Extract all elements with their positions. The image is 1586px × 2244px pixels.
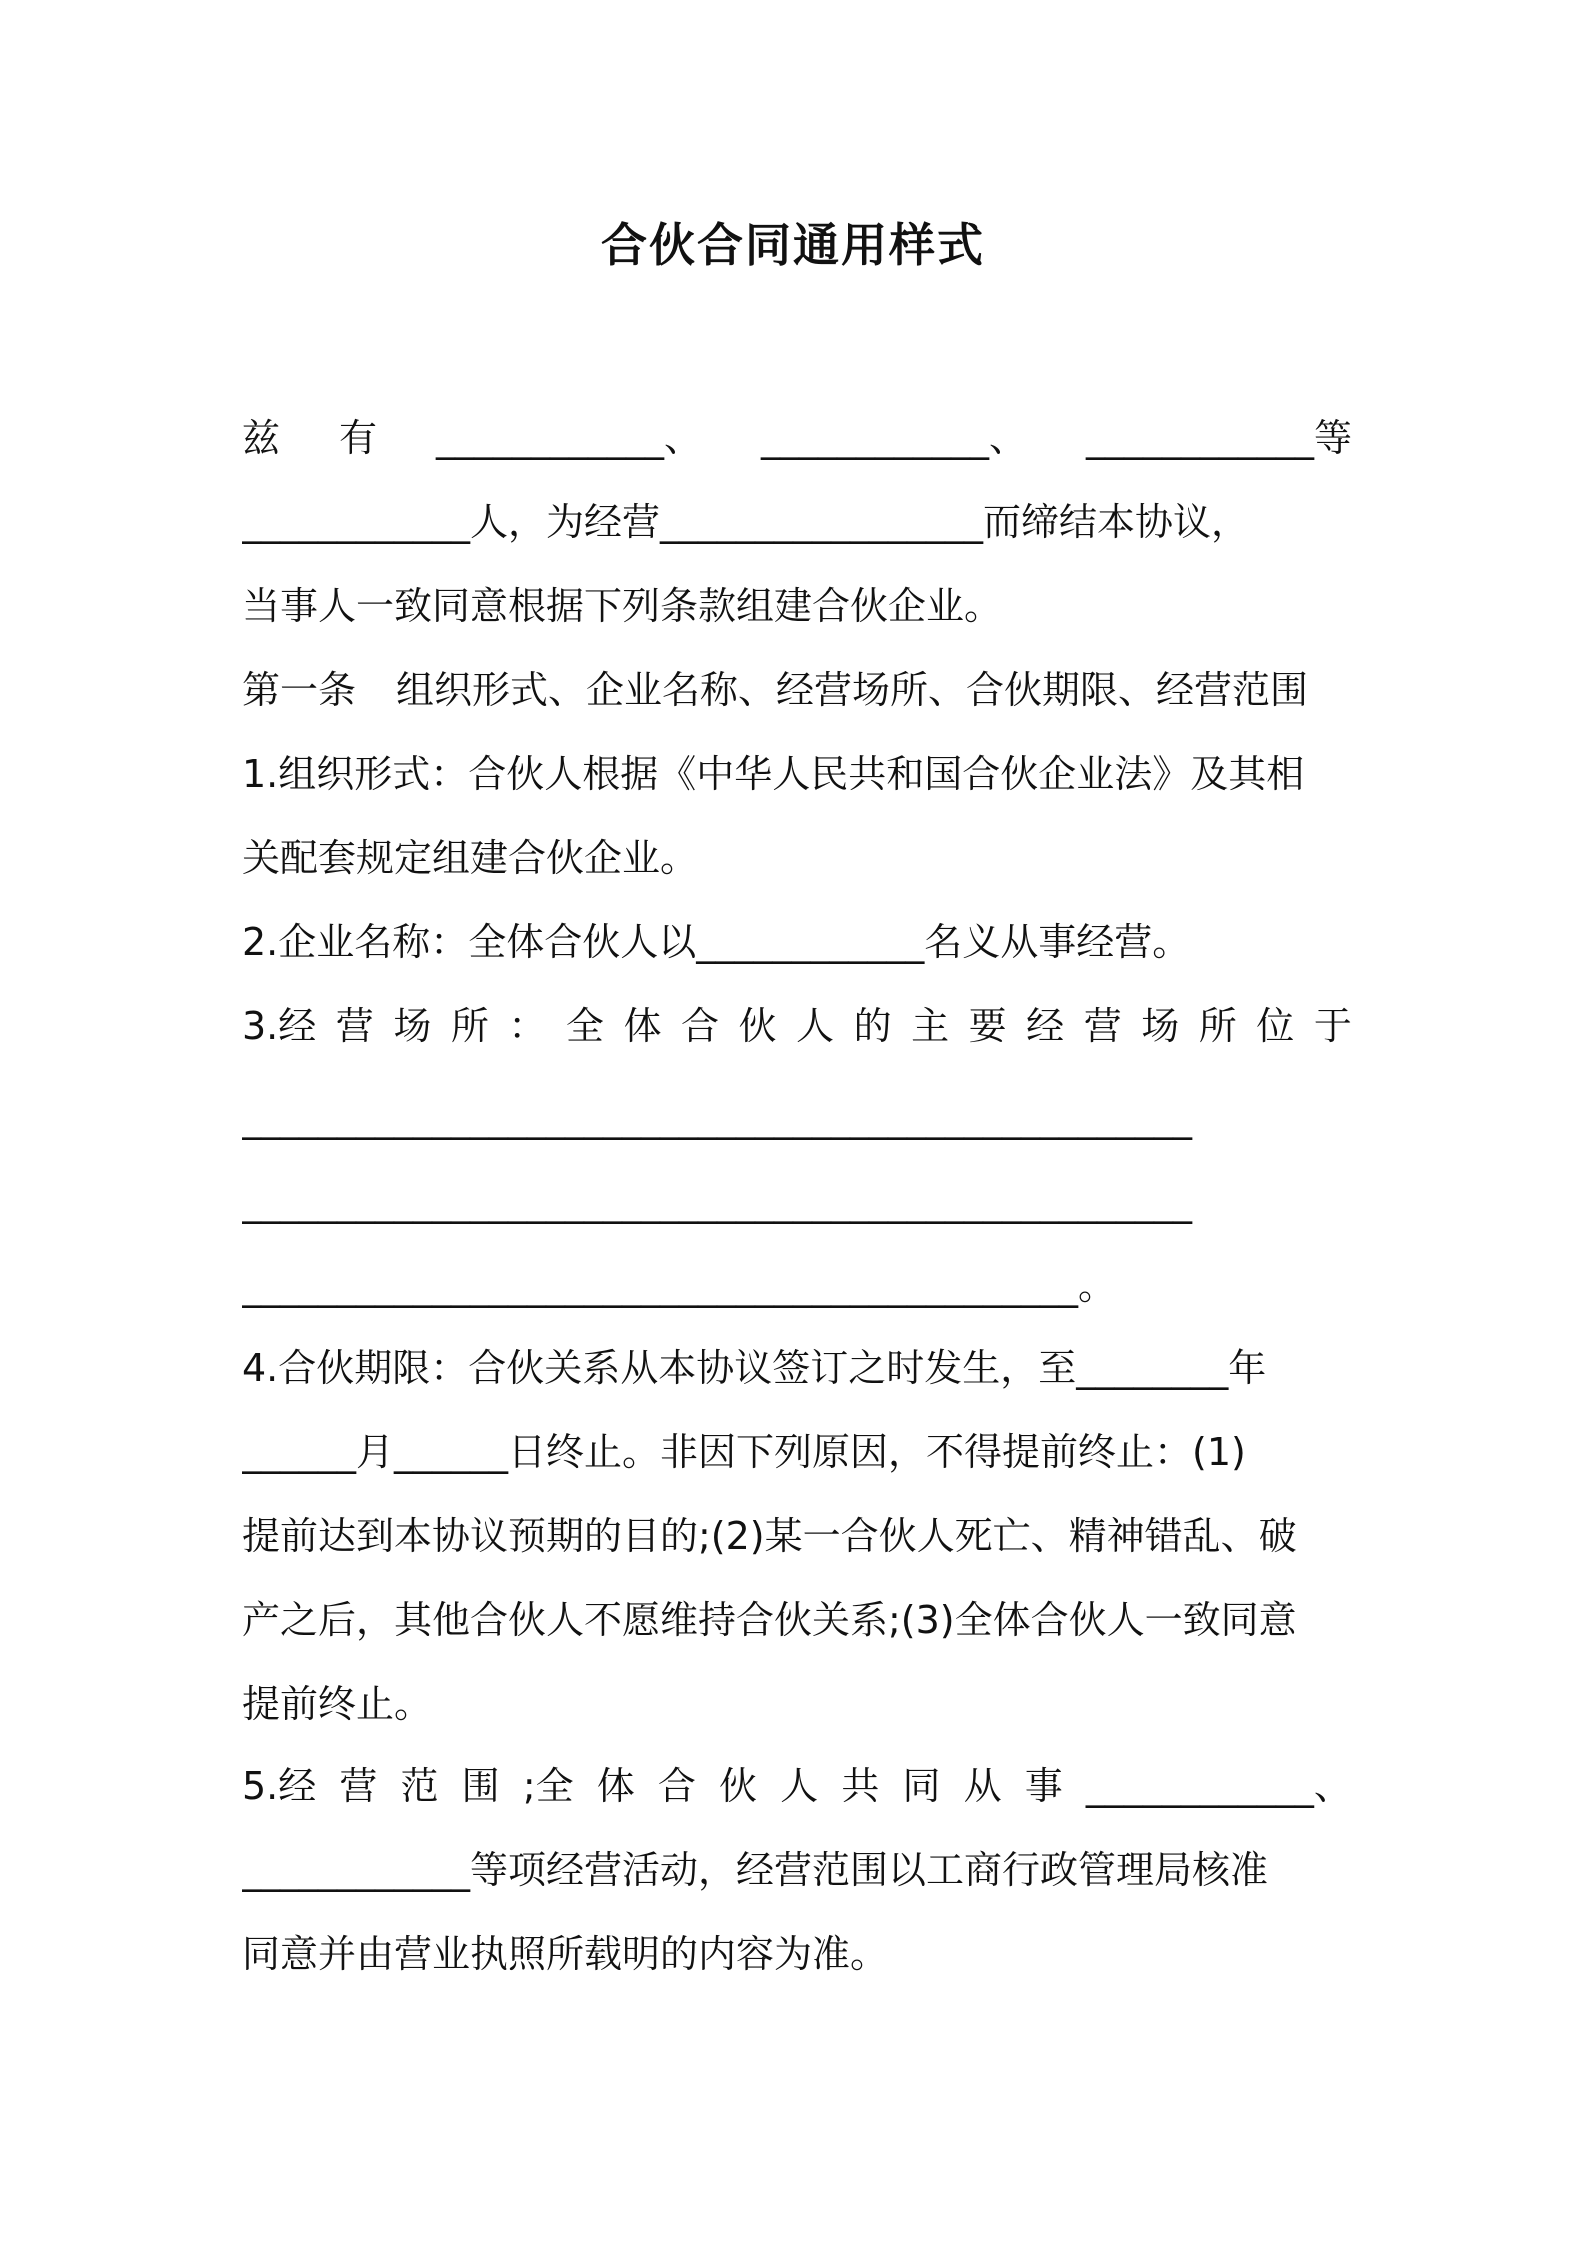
intro-line-3: 当事人一致同意根据下列条款组建合伙企业。: [242, 584, 1003, 628]
item-3-segment: 位: [1256, 1004, 1295, 1048]
item-3-segment: 合: [680, 1004, 719, 1048]
item-4-line-3: 提前达到本协议预期的目的;(2)某一合伙人死亡、精神错乱、破: [242, 1514, 1297, 1558]
item-3-segment: 要: [968, 1004, 1007, 1048]
item-5-segment: 共: [841, 1764, 880, 1808]
item-3-address-blank-2: __________________________________________________: [242, 1180, 1192, 1224]
item-3-address-blank-1: __________________________________________________: [242, 1096, 1192, 1140]
item-5-segment: 伙: [719, 1764, 758, 1808]
item-4-line-5: 提前终止。: [242, 1682, 433, 1726]
partner-name-blank-2: ____________、: [760, 416, 1027, 460]
partner-name-blank-1: ____________、: [435, 416, 702, 460]
item-3-segment: 所: [1198, 1004, 1237, 1048]
item-3-segment: 全: [565, 1004, 604, 1048]
intro-line-2: ____________人，为经营_________________而缔结本协议，: [242, 500, 1250, 544]
item-4-line-1: 4.合伙期限：合伙关系从本协议签订之时发生，至________年: [242, 1346, 1267, 1390]
item-3-business-premises: [242, 996, 1352, 1056]
item-5-segment: 合: [657, 1764, 696, 1808]
partner-name-blank-3: ____________等: [1085, 416, 1352, 460]
item-5-business-scope: [242, 1756, 1352, 1816]
item-5-segment: 同: [902, 1764, 941, 1808]
intro-char-2: 有: [338, 416, 377, 460]
item-5-segment: ____________、: [1085, 1764, 1352, 1808]
item-3-segment: 3.经: [242, 1004, 317, 1048]
item-1-line-2: 关配套规定组建合伙企业。: [242, 836, 699, 880]
article-1-heading-text: 组织形式、企业名称、经营场所、合伙期限、经营范围: [396, 668, 1309, 712]
document-title: 合伙合同通用样式: [601, 218, 985, 272]
item-3-segment: 主: [911, 1004, 950, 1048]
item-1-line-1: 1.组织形式：合伙人根据《中华人民共和国合伙企业法》及其相: [242, 752, 1305, 796]
item-3-segment: 经: [1026, 1004, 1065, 1048]
item-5-segment: 营: [339, 1764, 378, 1808]
item-3-segment: ：: [508, 1004, 547, 1048]
item-5-line-3: 同意并由营业执照所载明的内容为准。: [242, 1932, 889, 1976]
item-3-segment: 营: [1083, 1004, 1122, 1048]
item-5-segment: 5.经: [242, 1764, 317, 1808]
intro-line-1: [242, 408, 1352, 468]
item-3-segment: 的: [853, 1004, 892, 1048]
item-2-enterprise-name: 2.企业名称：全体合伙人以____________名义从事经营。: [242, 920, 1191, 964]
item-3-segment: 场: [393, 1004, 432, 1048]
item-5-segment: ;全: [522, 1764, 574, 1808]
item-5-segment: 事: [1024, 1764, 1063, 1808]
item-3-segment: 人: [796, 1004, 835, 1048]
item-3-segment: 所: [450, 1004, 489, 1048]
item-3-address-blank-3: ____________________________________________。: [242, 1264, 1117, 1308]
intro-char-1: 兹: [242, 416, 281, 460]
article-1-heading: [242, 660, 1352, 720]
item-4-line-2: ______月______日终止。非因下列原因，不得提前终止：(1): [242, 1430, 1246, 1474]
item-3-segment: 于: [1313, 1004, 1352, 1048]
item-3-segment: 场: [1141, 1004, 1180, 1048]
item-5-segment: 围: [461, 1764, 500, 1808]
item-5-segment: 人: [780, 1764, 819, 1808]
item-3-segment: 体: [623, 1004, 662, 1048]
item-4-line-4: 产之后，其他合伙人不愿维持合伙关系;(3)全体合伙人一致同意: [242, 1598, 1297, 1642]
item-5-segment: 范: [400, 1764, 439, 1808]
item-3-segment: 伙: [738, 1004, 777, 1048]
article-1-number: 第一条: [242, 668, 357, 712]
item-3-segment: 营: [335, 1004, 374, 1048]
item-5-line-2: ____________等项经营活动，经营范围以工商行政管理局核准: [242, 1848, 1269, 1892]
item-5-segment: 体: [596, 1764, 635, 1808]
item-5-segment: 从: [963, 1764, 1002, 1808]
